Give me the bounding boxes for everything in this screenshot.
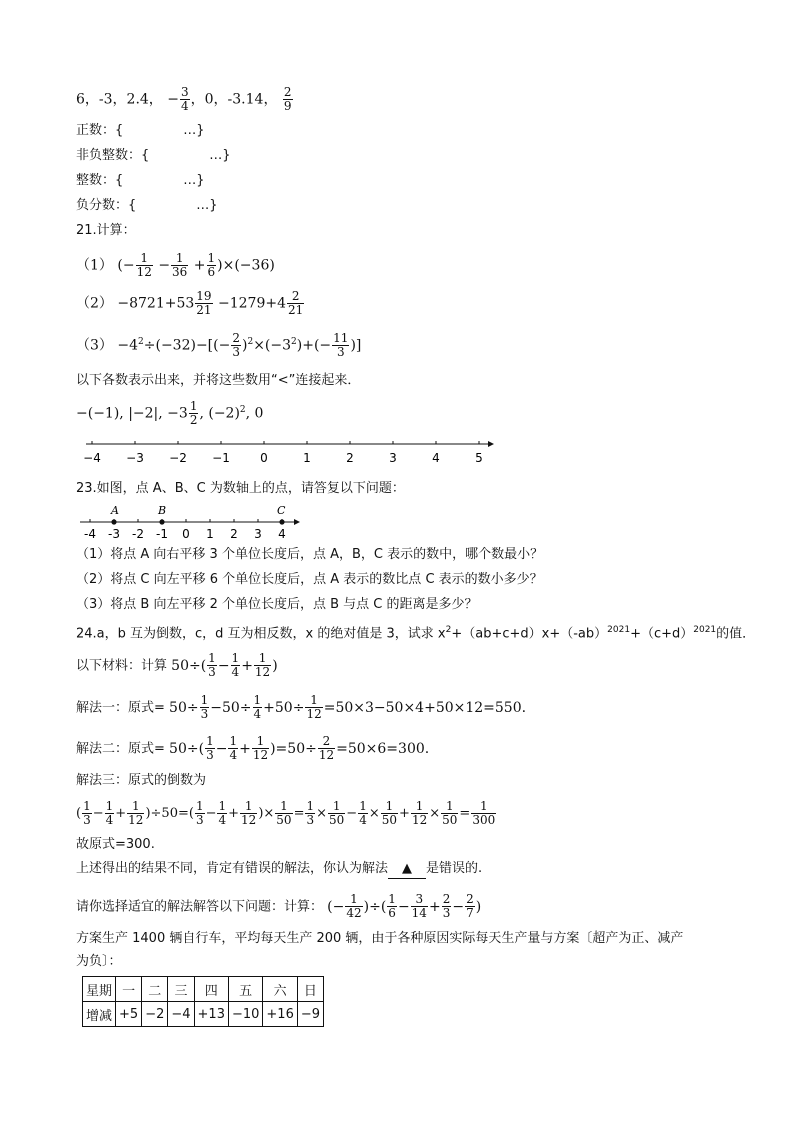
table-cell: 一: [116, 977, 142, 1002]
answer-blank[interactable]: ▲: [388, 860, 426, 879]
table-cell: 星期: [83, 977, 116, 1002]
number-list: 6，-3，2.4， − $\frac{3}{4}$ ，0，-3.14， $\frac{2}{9}$: [76, 85, 292, 113]
solution-1: 解法一：原式= 50÷ $\frac{1}{3}$ −50÷ $\frac{1}{4}$ +50÷ $\frac{1}{12}$ =50×3−50×4+50×12=550.: [76, 693, 527, 721]
set-integer: 整数：{ …}: [76, 173, 205, 188]
solution-3: ( $\frac{1}{3}$ − $\frac{1}{4}$ + $\frac{1}{12}$ )÷50=( $\frac{1}{3}$ − $\frac{1}{4}$ + $\frac{1}{12}$ )× $\frac{1}{50}$ = $\frac{1}{3}$ × $\frac{1}{50}$ − $\frac{1}{4}$ × $\frac{1}{50}$ + $\frac{1}{12}$ × $\frac{1}{50}$ = $\frac{1}{300}$: [76, 799, 496, 827]
axis-tick-label: 0: [260, 451, 268, 465]
q21-part3: $(3) -4^2\div(-32)-[(-$ $\frac{2}{3}$ )$^2\times(-3^2)+(-$ $\frac{11}{3}$ )]: [76, 331, 362, 359]
table-cell: 三: [168, 977, 194, 1002]
q22-numbers: −(−1), |−2|, −3 $\frac{1}{2}$ , $(-2)^2$, 0: [76, 399, 264, 427]
table-header-row: [83, 977, 324, 1002]
axis-tick-label: 0: [182, 527, 190, 541]
point-b: [159, 519, 164, 524]
axis-tick-label: 3: [389, 451, 397, 465]
wrong-method: 上述得出的结果不同，肯定有错误的解法，你认为解法 ▲ 是错误的.: [76, 860, 482, 879]
set-positive: 正数：{ …}: [76, 123, 205, 138]
point-a: [111, 519, 116, 524]
result: 故原式=300.: [76, 837, 155, 852]
axis-tick-label: −4: [83, 451, 101, 465]
q21-part2: （2） −8721+53 $\frac{19}{21}$ −1279+4 $\frac{2}{21}$: [76, 289, 304, 317]
table-cell: 日: [297, 977, 323, 1002]
table-cell: −2: [142, 1002, 168, 1027]
table-cell: 增减: [83, 1002, 116, 1027]
axis-tick-label: -4: [84, 527, 96, 541]
table-cell: 五: [228, 977, 262, 1002]
q24-text: 24.a，b 互为倒数，c，d 互为相反数，x 的绝对值是 3，试求 $x^2+(ab+c+d)x+(-ab)^{2021}+(c+d)^{2021}$的值．: [76, 625, 756, 642]
q22-text: 以下各数表示出来，并将这些数用“<”连接起来．: [76, 373, 361, 388]
axis-tick-label: −1: [212, 451, 230, 465]
axis-tick-label: 1: [303, 451, 311, 465]
table-cell: −10: [228, 1002, 262, 1027]
axis-tick-label: -3: [108, 527, 120, 541]
table-cell: +13: [194, 1002, 228, 1027]
q23-sub3: （3）将点 B 向左平移 2 个单位长度后，点 B 与点 C 的距离是多少？: [76, 597, 478, 612]
set-neg-frac: 负分数：{ …}: [76, 198, 218, 213]
label-a: A: [111, 504, 119, 517]
plan-line2: 为负〕：: [76, 954, 122, 969]
axis-tick-label: 5: [475, 451, 483, 465]
fraction: $\frac{3}{4}$: [181, 85, 189, 113]
fraction: $\frac{2}{9}$: [283, 85, 292, 113]
axis-tick-label: −2: [169, 451, 187, 465]
plan-line1: 方案生产 1400 辆自行车，平均每天生产 200 辆，由于各种原因实际每天生产量与方案〔超产为正、减产: [76, 931, 684, 946]
label-c: C: [277, 504, 286, 517]
table-cell: +16: [263, 1002, 297, 1027]
axis-tick-label: 2: [230, 527, 238, 541]
table-cell: −9: [297, 1002, 323, 1027]
production-table: [82, 976, 324, 1027]
solution-2: 解法二：原式= 50÷( $\frac{1}{3}$ − $\frac{1}{4}$ + $\frac{1}{12}$ )=50÷ $\frac{2}{12}$ =50×6=300.: [76, 734, 430, 762]
set-nonneg-int: 非负整数：{ …}: [76, 148, 231, 163]
axis-tick-label: 2: [346, 451, 354, 465]
number-line-1: [76, 432, 496, 468]
axis-tick-label: -2: [132, 527, 144, 541]
q23-title: 23.如图，点 A、B、C 为数轴上的点，请答复以下问题：: [76, 481, 405, 496]
q23-sub2: （2）将点 C 向左平移 6 个单位长度后，点 A 表示的数比点 C 表示的数小多少？: [76, 572, 543, 587]
q23-sub1: （1）将点 A 向右平移 3 个单位长度后，点 A，B，C 表示的数中，哪个数最小？: [76, 547, 544, 562]
axis-tick-label: -1: [156, 527, 168, 541]
q21-part1: （1） (− $\frac{1}{12}$ − $\frac{1}{36}$ + $\frac{1}{6}$ )×(−36): [76, 251, 275, 279]
material-intro: 以下材料：计算 50÷( $\frac{1}{3}$ − $\frac{1}{4}$ + $\frac{1}{12}$ ): [76, 651, 278, 679]
q21-title: 21.计算：: [76, 223, 136, 238]
axis-tick-label: −3: [126, 451, 144, 465]
solution-3-label: 解法三：原式的倒数为: [76, 773, 207, 788]
calc-question: 请你选择适宜的解法解答以下问题：计算： (− $\frac{1}{42}$ )÷( $\frac{1}{6}$ − $\frac{3}{14}$ + $\frac{2}{3}$ − $\frac{2}{7}$ ): [76, 892, 482, 920]
table-cell: −4: [168, 1002, 194, 1027]
table-cell: +5: [116, 1002, 142, 1027]
axis-tick-label: 3: [254, 527, 262, 541]
table-cell: 二: [142, 977, 168, 1002]
table-row: [83, 1002, 324, 1027]
axis-tick-label: 4: [432, 451, 440, 465]
number-line-2: [76, 500, 306, 542]
point-c: [279, 519, 284, 524]
axis-tick-label: 1: [206, 527, 214, 541]
table-cell: 四: [194, 977, 228, 1002]
table-cell: 六: [263, 977, 297, 1002]
axis-tick-label: 4: [278, 527, 286, 541]
label-b: B: [158, 504, 167, 517]
